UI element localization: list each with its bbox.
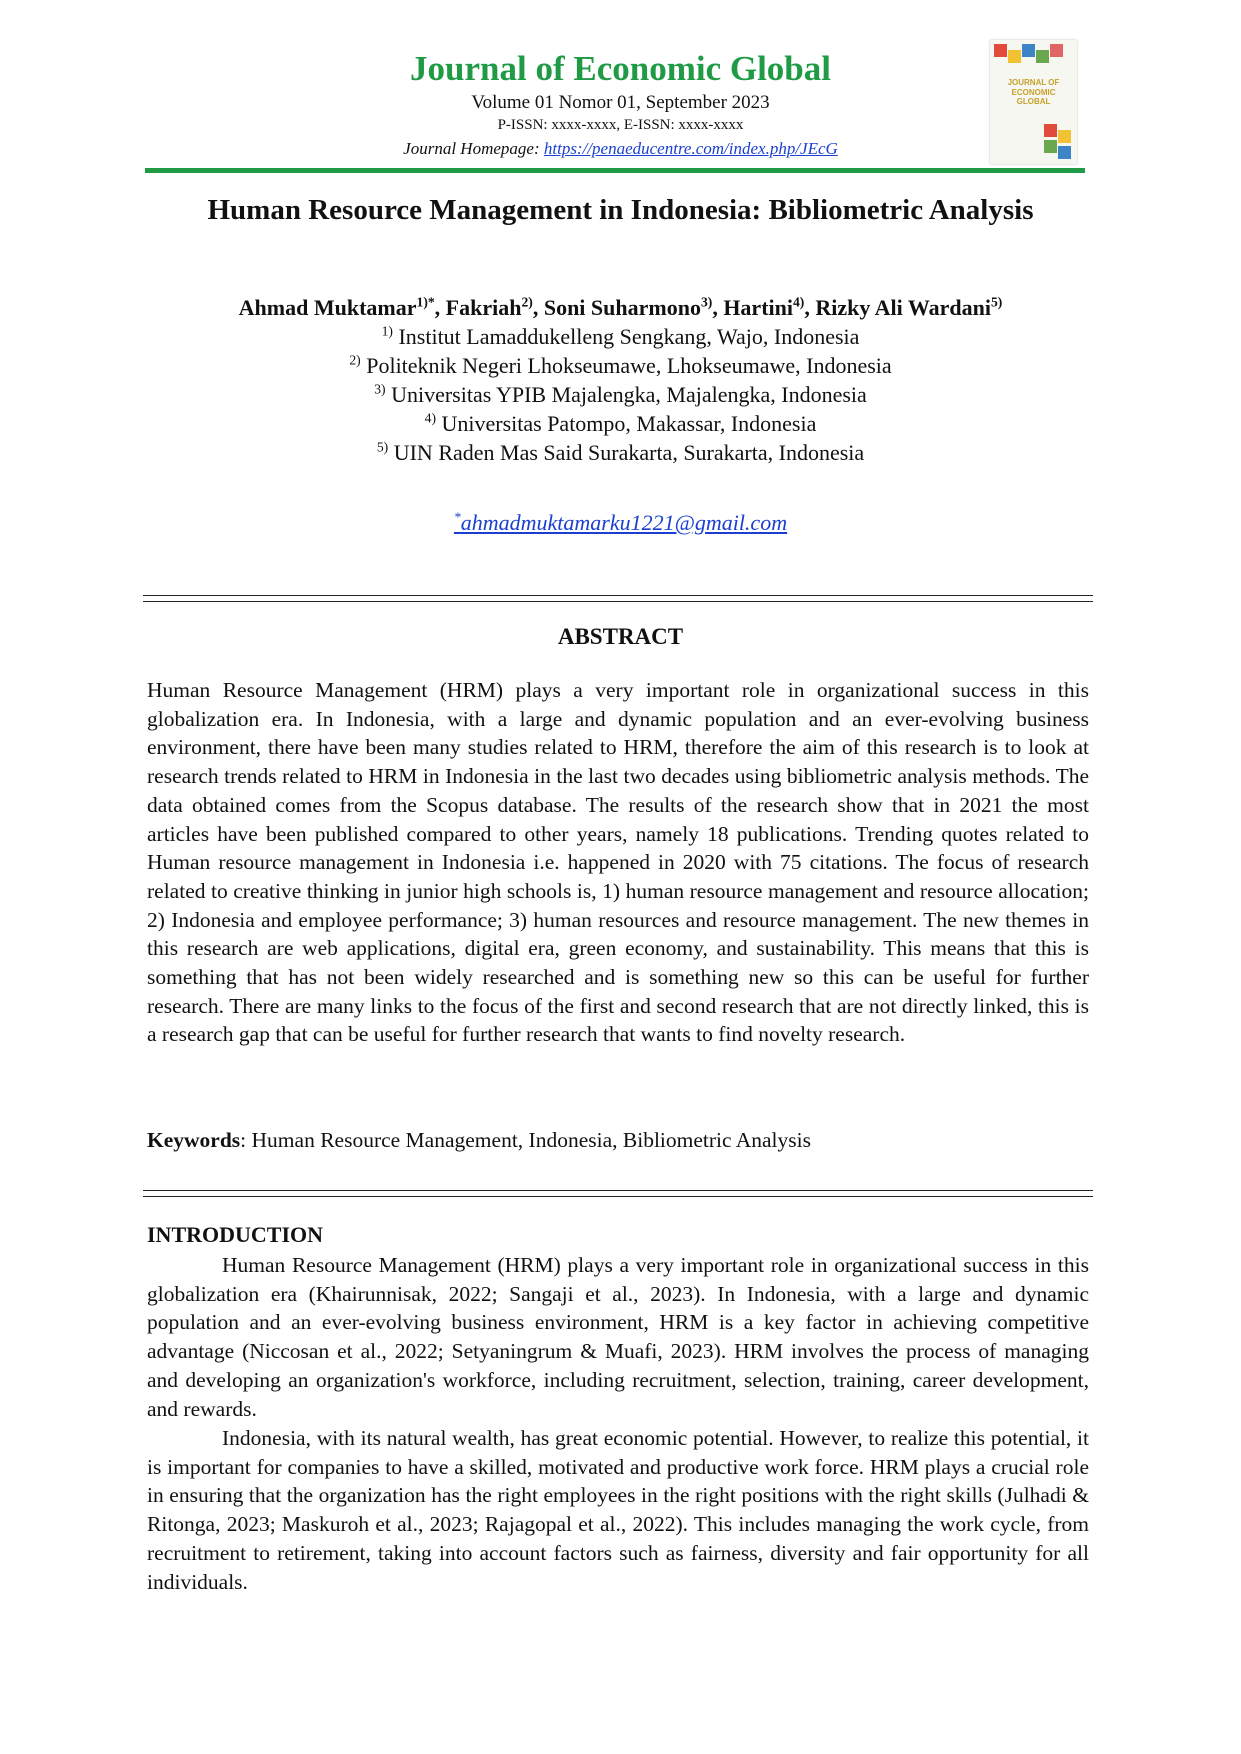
author-name: Soni Suharmono bbox=[543, 295, 701, 320]
affiliation bbox=[0, 411, 1241, 437]
cover-decoration bbox=[1044, 140, 1057, 153]
author-name: Rizky Ali Wardani bbox=[815, 295, 991, 320]
cover-decoration bbox=[1008, 50, 1021, 63]
abstract-text: Human Resource Management (HRM) plays a very important role in organizational success in this globalization era. In Indonesia, with a large and dynamic population and an ever-evolving business environment, there have been many studies related to HRM, therefore the aim of this research is to look at research trends related to HRM in Indonesia in the last two decades using bibliometric analysis methods. The data obtained comes from the Scopus database. The results of the research show that in 2021 the most articles have been published compared to other years, namely 18 publications. Trending quotes related to Human resource management in Indonesia i.e. happened in 2020 with 75 citations. The focus of research related to creative thinking in junior high schools is, 1) human resource management and resource allocation; 2) Indonesia and employee performance; 3) human resources and resource management. The new themes in this research are web applications, digital era, green economy, and sustainability. This means that this is something that has not been widely researched and is something new so this can be useful for further research. There are many links to the focus of the first and second research that are not directly linked, this is a research gap that can be useful for further research that wants to find novelty research. bbox=[147, 678, 1089, 1047]
keywords bbox=[147, 1128, 811, 1153]
keywords-list: : Human Resource Management, Indonesia, Bibliometric Analysis bbox=[240, 1128, 811, 1152]
affiliation-mark: 3) bbox=[374, 381, 386, 397]
journal-title: Journal of Economic Global bbox=[410, 49, 831, 88]
author-mark: 2) bbox=[521, 294, 533, 310]
cover-decoration bbox=[1050, 44, 1063, 57]
author-name: Hartini bbox=[723, 295, 793, 320]
affiliation bbox=[0, 382, 1241, 408]
paper-title: Human Resource Management in Indonesia: Bibliometric Analysis bbox=[207, 194, 1034, 226]
affiliation-text: Universitas Patompo, Makassar, Indonesia bbox=[441, 411, 817, 436]
affiliation-text: Institut Lamaddukelleng Sengkang, Wajo, Indonesia bbox=[398, 324, 860, 349]
cover-decoration bbox=[1022, 44, 1035, 57]
affiliation-mark: 2) bbox=[349, 352, 361, 368]
affiliation-text: Politeknik Negeri Lhokseumawe, Lhokseumawe, Indonesia bbox=[366, 353, 892, 378]
affiliation-mark: 1) bbox=[381, 323, 393, 339]
cover-decoration bbox=[1058, 130, 1071, 143]
author-mark: 3) bbox=[700, 294, 713, 310]
author-mark: 4) bbox=[792, 294, 805, 310]
header-divider bbox=[145, 168, 1085, 173]
introduction-heading: INTRODUCTION bbox=[147, 1222, 324, 1247]
email-address: ahmadmuktamarku1221@gmail.com bbox=[460, 510, 788, 535]
cover-decoration bbox=[1058, 146, 1071, 159]
keywords-label: Keywords bbox=[147, 1128, 241, 1152]
email-mark: * bbox=[453, 509, 461, 525]
cover-decoration bbox=[1044, 124, 1057, 137]
affiliation-text: UIN Raden Mas Said Surakarta, Surakarta, Indonesia bbox=[393, 440, 865, 465]
abstract-heading: ABSTRACT bbox=[557, 624, 684, 649]
intro-paragraph: Human Resource Management (HRM) plays a very important role in organizational success in this globalization era (Khairunnisak, 2022; Sangaji et al., 2023). In Indonesia, with a large and dynamic population and an ever-evolving business environment, HRM is a key factor in achieving competitive advantage (Niccosan et al., 2022; Setyaningrum & Muafi, 2023). HRM involves the process of managing and developing an organization's workforce, including recruitment, selection, training, career development, and rewards. bbox=[147, 1253, 1089, 1421]
affiliation bbox=[0, 353, 1241, 379]
affiliation bbox=[0, 440, 1241, 466]
corresponding-email bbox=[0, 510, 1241, 536]
author-list: Ahmad Muktamar$^{1)*}$, Fakriah$^{2)}$, Soni Suharmono$^{3)}$, Hartini$^{4)}$, Rizky Ali Wardani$^{5)}$ bbox=[238, 294, 1003, 320]
affiliation-mark: 5) bbox=[376, 439, 389, 455]
affiliation bbox=[0, 324, 1241, 350]
section-divider bbox=[143, 1190, 1093, 1197]
author-mark: 1)* bbox=[416, 294, 435, 310]
homepage-link[interactable]: https://penaeducentre.com/index.php/JEcG bbox=[543, 139, 838, 158]
author-name: Ahmad Muktamar bbox=[238, 295, 417, 320]
journal-issn: P-ISSN: xxxx-xxxx, E-ISSN: xxxx-xxxx bbox=[497, 117, 744, 133]
section-divider bbox=[143, 595, 1093, 602]
affiliation-text: Universitas YPIB Majalengka, Majalengka, Indonesia bbox=[391, 382, 867, 407]
email-link[interactable] bbox=[454, 510, 787, 535]
intro-paragraph: Indonesia, with its natural wealth, has great economic potential. However, to realize this potential, it is important for companies to have a skilled, motivated and productive work force. HRM plays a crucial role in ensuring that the organization has the right employees in the right positions with the right skills (Julhadi & Ritonga, 2023; Maskuroh et al., 2023; Rajagopal et al., 2022). This includes managing the work cycle, from recruitment to retirement, taking into account factors such as fairness, diversity and fair opportunity for all individuals. bbox=[147, 1426, 1089, 1594]
cover-decoration bbox=[1036, 50, 1049, 63]
cover-decoration bbox=[994, 44, 1007, 57]
affiliation-mark: 4) bbox=[424, 410, 436, 426]
author-name: Fakriah bbox=[445, 295, 522, 320]
journal-cover-image bbox=[990, 40, 1077, 164]
cover-title: JOURNAL OF ECONOMIC GLOBAL bbox=[1007, 78, 1060, 107]
journal-volume: Volume 01 Nomor 01, September 2023 bbox=[471, 92, 770, 113]
author-mark: 5) bbox=[990, 294, 1003, 310]
homepage-label: Journal Homepage: bbox=[403, 139, 544, 158]
